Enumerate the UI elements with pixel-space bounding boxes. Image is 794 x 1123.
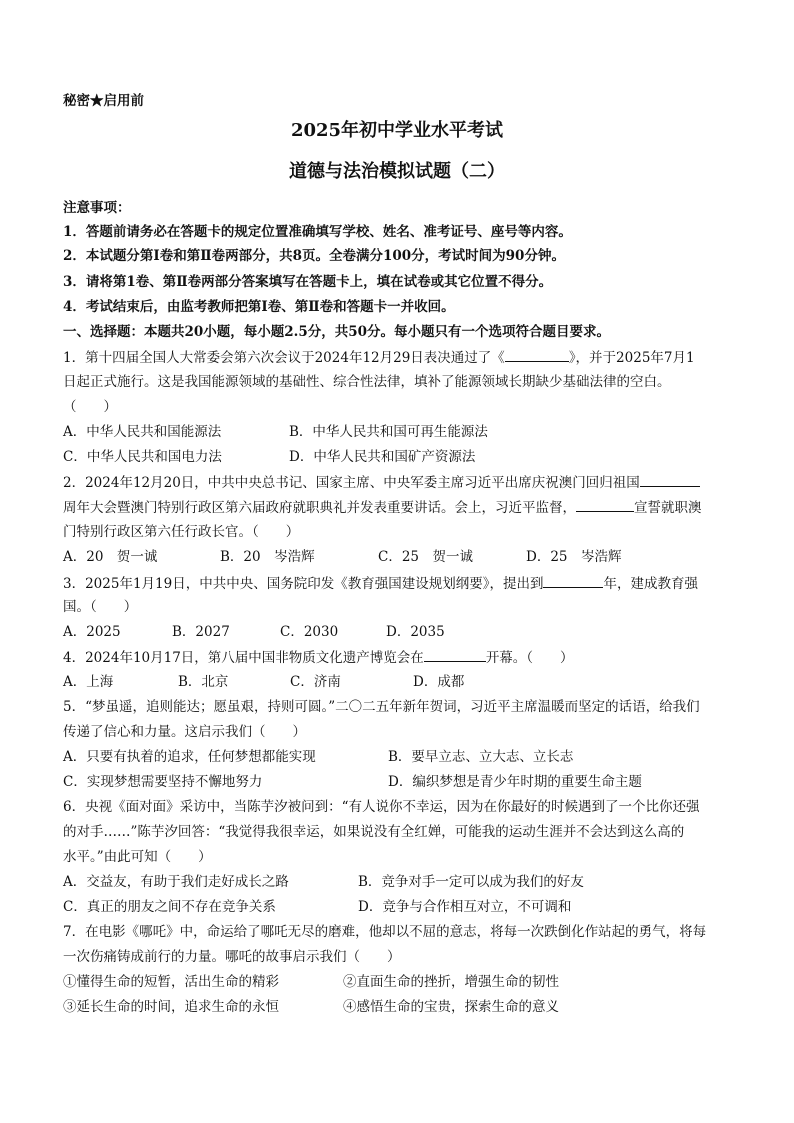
option-b: B．2027 xyxy=(172,624,230,640)
option-a: A．中华人民共和国能源法 xyxy=(63,424,222,440)
option-b: B．中华人民共和国可再生能源法 xyxy=(289,424,488,440)
question-1-line-2: 日起正式施行。这是我国能源领域的基础性、综合性法律，填补了能源领域长期缺少基础法律的空白。 xyxy=(63,374,671,390)
option-d: D．编织梦想是青少年时期的重要生命主题 xyxy=(388,774,642,790)
question-4-stem xyxy=(63,647,574,668)
question-2-text: 2．2024年12月20日，中共中央总书记、国家主席、中央军委主席习近平出席庆祝澳门回归祖国 xyxy=(63,475,640,491)
option-b: B．要早立志、立大志、立长志 xyxy=(388,749,574,765)
statement-1: ①懂得生命的短暂，活出生命的精彩 xyxy=(63,974,279,990)
question-1-stem xyxy=(63,347,695,368)
option-c: C．25 贺一诚 xyxy=(378,549,474,565)
option-c: C．真正的朋友之间不存在竞争关系 xyxy=(63,899,276,915)
option-d: D．中华人民共和国矿产资源法 xyxy=(289,449,476,465)
answer-paren: （ ） xyxy=(63,399,117,415)
option-a: A．只要有执着的追求，任何梦想都能实现 xyxy=(63,749,316,765)
option-a: A．交益友，有助于我们走好成长之路 xyxy=(63,874,289,890)
question-3-text-a: 3．2025年1月19日，中共中央、国务院印发《教育强国建设规划纲要》，提出到 xyxy=(63,576,544,592)
question-2-line-2 xyxy=(63,497,702,518)
answer-blank xyxy=(576,497,634,512)
option-a: A．上海 xyxy=(63,674,114,690)
section-heading: 一、选择题：本题共20小题，每小题2.5分，共50分。每小题只有一个选项符合题目要求。 xyxy=(63,324,611,340)
question-4-text-a: 4．2024年10月17日，第八届中国非物质文化遗产博览会在 xyxy=(63,650,424,666)
confidential-mark: 秘密★启用前 xyxy=(63,93,144,109)
answer-blank xyxy=(543,573,603,588)
question-1-text-b: 》，并于2025年7月1 xyxy=(568,350,695,366)
question-2-text-b: 宣誓就职澳 xyxy=(634,500,702,516)
note-item: 4．考试结束后，由监考教师把第Ⅰ卷、第Ⅱ卷和答题卡一并收回。 xyxy=(63,299,455,315)
question-3-stem xyxy=(63,573,698,594)
question-7-line-2: 一次伤痛铸成前行的力量。哪吒的故事启示我们（ ） xyxy=(63,949,401,965)
statement-4: ④感悟生命的宝贵，探索生命的意义 xyxy=(343,999,559,1015)
question-5-line-2: 传递了信心和力量。这启示我们（ ） xyxy=(63,724,306,740)
question-3-line-2: 国。（ ） xyxy=(63,599,138,615)
question-3-text-b: 年，建成教育强 xyxy=(603,576,698,592)
option-d: D．25 岑浩辉 xyxy=(526,549,622,565)
statement-2: ②直面生命的挫折，增强生命的韧性 xyxy=(343,974,559,990)
question-4-text-b: 开幕。（ ） xyxy=(485,650,574,666)
statement-3: ③延长生命的时间，追求生命的永恒 xyxy=(63,999,279,1015)
note-item: 2．本试题分第Ⅰ卷和第Ⅱ卷两部分，共8页。全卷满分100分，考试时间为90分钟。 xyxy=(63,248,565,264)
question-2-stem xyxy=(63,472,700,493)
option-c: C．济南 xyxy=(290,674,341,690)
answer-blank xyxy=(505,347,569,362)
question-6-stem: 6．央视《面对面》采访中，当陈芋汐被问到：“有人说你不幸运，因为在你最好的时候遇到了一个比你还强 xyxy=(63,799,700,815)
option-c: C．2030 xyxy=(280,624,339,640)
answer-blank xyxy=(640,472,700,487)
option-a: A．2025 xyxy=(63,624,121,640)
question-1-text-a: 1．第十四届全国人大常委会第六次会议于2024年12月29日表决通过了《 xyxy=(63,350,505,366)
note-item: 1．答题前请务必在答题卡的规定位置准确填写学校、姓名、准考证号、座号等内容。 xyxy=(63,224,572,240)
option-c: C．实现梦想需要坚持不懈地努力 xyxy=(63,774,263,790)
option-d: D．2035 xyxy=(386,624,445,640)
option-c: C．中华人民共和国电力法 xyxy=(63,449,222,465)
exam-title: 2025年初中学业水平考试 xyxy=(290,120,504,141)
answer-blank xyxy=(424,647,486,662)
question-2-text-a: 周年大会暨澳门特别行政区第六届政府就职典礼并发表重要讲话。会上，习近平监督， xyxy=(63,500,576,516)
question-2-line-3: 门特别行政区第六任行政长官。（ ） xyxy=(63,524,300,540)
notes-heading: 注意事项： xyxy=(63,200,131,216)
option-d: D．成都 xyxy=(413,674,465,690)
option-b: B．竞争对手一定可以成为我们的好友 xyxy=(358,874,584,890)
question-7-stem: 7．在电影《哪吒》中，命运给了哪吒无尽的磨难，他却以不屈的意志，将每一次跌倒化作站起的勇气，将每 xyxy=(63,924,707,940)
question-5-stem: 5．“梦虽遥，追则能达；愿虽艰，持则可圆。”二〇二五年新年贺词，习近平主席温暖而坚定的话语，给我们 xyxy=(63,699,700,715)
note-item: 3．请将第1卷、第Ⅱ卷两部分答案填写在答题卡上，填在试卷或其它位置不得分。 xyxy=(63,274,553,290)
option-b: B．20 岑浩辉 xyxy=(220,549,315,565)
exam-subtitle: 道德与法治模拟试题（二） xyxy=(289,161,505,182)
question-6-line-3: 水平。”由此可知（ ） xyxy=(63,849,212,865)
option-b: B．北京 xyxy=(178,674,229,690)
option-d: D．竞争与合作相互对立，不可调和 xyxy=(358,899,572,915)
question-6-line-2: 的对手……”陈芋汐回答：“我觉得我很幸运，如果说没有全红婵，可能我的运动生涯并不会达到这么高的 xyxy=(63,824,685,840)
option-a: A．20 贺一诚 xyxy=(63,549,158,565)
